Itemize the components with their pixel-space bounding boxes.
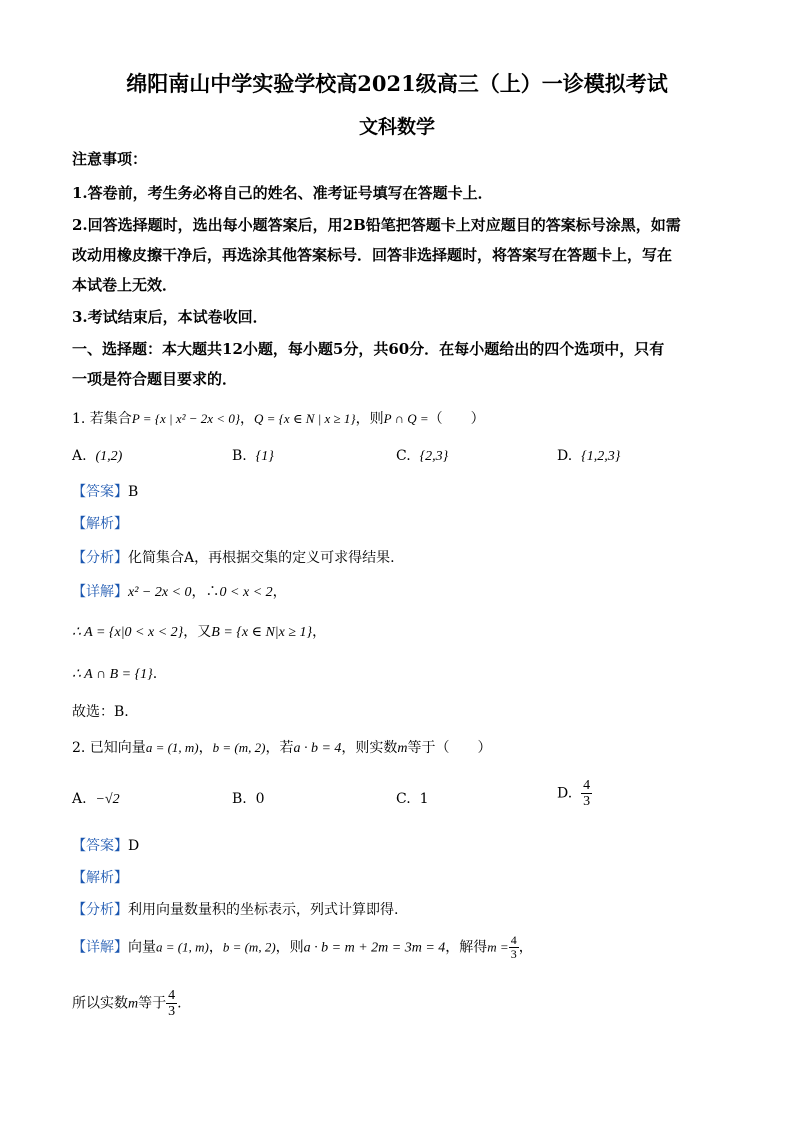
q2-option-b — [232, 788, 265, 810]
q2-option-a — [72, 788, 120, 811]
conclusion-pre: 所以实数 — [72, 995, 128, 1012]
detail-end: ， — [272, 584, 287, 600]
q1-detail-line-3 — [72, 662, 157, 687]
option-value: −√2 — [95, 792, 120, 807]
section1-instructions-line-1: 一、选择题：本大题共12小题，每小题5分，共60分．在每小题给出的四个选项中，只有 — [72, 340, 665, 358]
detail-end: ， — [312, 624, 327, 640]
exam-title: 绵阳南山中学实验学校高2021级高三（上）一诊模拟考试 — [126, 71, 668, 96]
q2-prefix: 2. 已知向量 — [72, 740, 146, 756]
detail-math-2: 0 < x < 2 — [219, 585, 273, 600]
set-b: B = {x ∈ N|x ≥ 1} — [211, 625, 313, 640]
fraction-numerator: 4 — [583, 778, 591, 793]
q1-blank: （ ） — [428, 411, 485, 427]
q1-analysis-tag: 【解析】 — [72, 516, 128, 532]
detail-equation: a · b = m + 2m = 3m = 4 — [303, 940, 446, 956]
q1-detail-line-1 — [72, 580, 287, 605]
q2-vector-a: a = (1, m) — [145, 740, 199, 755]
q2-fenxi — [72, 898, 398, 922]
answer-value: B — [128, 484, 139, 500]
detail-sep: ， — [208, 939, 223, 956]
q2-analysis-tag: 【解析】 — [72, 870, 128, 886]
option-value: 1 — [419, 791, 429, 807]
option-fraction — [581, 778, 592, 809]
detail-fraction — [509, 934, 519, 961]
option-letter: A. — [72, 448, 87, 464]
fraction-denominator: 3 — [510, 947, 517, 961]
detail-tag: 【详解】 — [72, 939, 128, 956]
option-letter: D. — [557, 448, 573, 464]
answer-value: D — [128, 838, 140, 854]
answer-tag: 【答案】 — [72, 838, 128, 854]
fenxi-tag: 【分析】 — [72, 550, 128, 566]
conclusion-m: m — [128, 996, 139, 1012]
q2-answer — [72, 834, 139, 858]
fraction-numerator: 4 — [168, 988, 176, 1003]
q1-option-c — [396, 445, 448, 468]
option-letter: A. — [72, 791, 87, 807]
detail-then: ，则 — [275, 939, 304, 956]
option-value: 0 — [255, 791, 265, 807]
detail-vector-a: a = (1, m) — [156, 939, 209, 955]
q1-option-a — [72, 445, 122, 468]
question-1-stem — [72, 407, 485, 431]
section1-instructions-line-2: 一项是符合题目要求的． — [72, 370, 238, 388]
fraction-denominator: 3 — [583, 794, 591, 809]
q2-tail-2: 等于（ ） — [407, 740, 492, 756]
option-value: {2,3} — [419, 449, 449, 464]
q1-set-p: P = {x | x² − 2x < 0} — [131, 411, 241, 426]
q2-tail: ，则实数 — [341, 740, 398, 756]
option-value: (1,2) — [95, 449, 123, 464]
option-value: {1,2,3} — [581, 449, 621, 464]
q1-prefix: 1. 若集合 — [72, 411, 132, 427]
q2-sep-2: ，若 — [265, 740, 294, 756]
fenxi-tag: 【分析】 — [72, 902, 128, 918]
fenxi-text: 利用向量数量积的坐标表示，列式计算即得. — [128, 902, 399, 918]
notice-item-1: 1.答卷前，考生务必将自己的姓名、准考证号填写在答题卡上． — [72, 184, 493, 202]
q2-dot-product: a · b = 4 — [293, 741, 342, 756]
q1-sep: ， — [240, 411, 255, 427]
option-letter: C. — [396, 448, 411, 464]
fraction-numerator: 4 — [510, 933, 517, 947]
intersection-result: ∴ A ∩ B = {1} — [72, 667, 153, 682]
notice-item-2-line-3: 本试卷上无效． — [72, 276, 178, 294]
detail-solve: ，解得 — [445, 939, 488, 956]
q1-choice: 故选：B. — [72, 704, 129, 720]
detail-mid: ，又 — [183, 624, 212, 640]
set-a: ∴ A = {x|0 < x < 2} — [72, 625, 184, 640]
detail-vector-b: b = (m, 2) — [222, 939, 276, 955]
q1-then: ，则 — [355, 411, 384, 427]
q1-option-b — [232, 445, 274, 468]
notice-item-3: 3.考试结束后，本试卷收回． — [72, 308, 268, 326]
detail-end: . — [152, 666, 158, 682]
detail-end: ， — [518, 939, 533, 956]
option-value: {1} — [255, 449, 274, 464]
notice-item-2-line-2: 改动用橡皮擦干净后，再选涂其他答案标号．回答非选择题时，将答案写在答题卡上，写在 — [72, 246, 673, 264]
conclusion-end: . — [177, 995, 182, 1012]
q1-answer — [72, 480, 138, 504]
q1-detail-line-2 — [72, 620, 326, 645]
conclusion-fraction — [166, 988, 177, 1019]
detail-pre: 向量 — [128, 939, 156, 956]
q2-option-c — [396, 788, 429, 810]
option-letter: C. — [396, 791, 411, 807]
q1-expression: P ∩ Q = — [383, 411, 429, 426]
option-letter: D. — [557, 785, 573, 802]
option-letter: B. — [232, 791, 247, 807]
option-letter: B. — [232, 448, 247, 464]
exam-subtitle: 文科数学 — [358, 116, 435, 138]
question-2-stem — [72, 736, 492, 761]
q1-fenxi — [72, 546, 395, 570]
q2-vector-b: b = (m, 2) — [212, 740, 266, 755]
q2-sep-1: ， — [198, 740, 213, 756]
q2-option-d — [557, 778, 592, 809]
detail-math: x² − 2x < 0 — [128, 585, 192, 600]
detail-mid: ，∴ — [191, 584, 220, 600]
notice-item-2-line-1: 2.回答选择题时，选出每小题答案后，用2B铅笔把答题卡上对应题目的答案标号涂黑，如需 — [72, 216, 681, 234]
notice-heading: 注意事项： — [72, 150, 148, 168]
detail-m: m = — [487, 939, 509, 955]
q2-m: m — [397, 741, 408, 756]
q1-set-q: Q = {x ∈ N | x ≥ 1} — [254, 411, 356, 426]
q2-conclusion — [72, 988, 182, 1019]
conclusion-mid: 等于 — [138, 995, 167, 1012]
fraction-denominator: 3 — [168, 1004, 176, 1019]
fenxi-text: 化简集合A，再根据交集的定义可求得结果. — [128, 550, 395, 566]
q1-option-d — [557, 445, 620, 468]
q2-detail — [72, 934, 533, 961]
detail-tag: 【详解】 — [72, 584, 128, 600]
answer-tag: 【答案】 — [72, 484, 128, 500]
